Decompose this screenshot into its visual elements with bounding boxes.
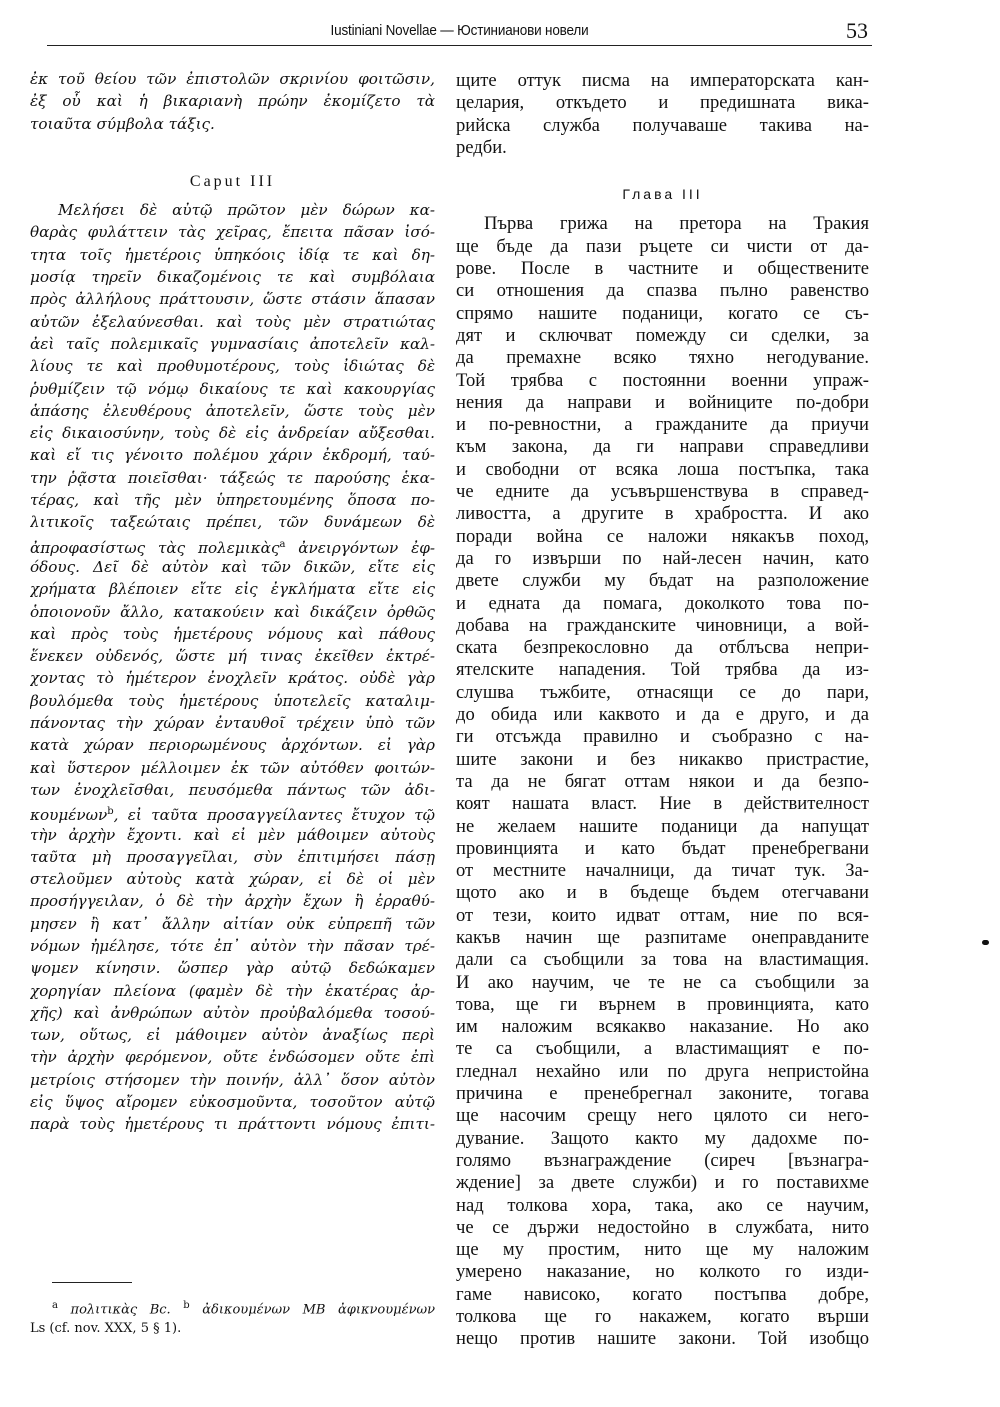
bulgarian-column	[456, 70, 869, 1351]
text-line: си отношения да спазва пълно равенство	[456, 280, 869, 302]
text-line: τὴν ἀρχὴν φερόμενον, οὔτε ἐνδώσομεν οὔτε ἐπὶ	[30, 1048, 435, 1067]
text-line: μετρίοις στήσομεν τὴν ποινήν, ἀλλ᾿ ὅσον αὐτὸν	[30, 1070, 435, 1089]
text-line: от местните началници, да тичат тук. За-	[456, 860, 869, 882]
greek-chapter-heading: Caput III	[189, 172, 276, 190]
text-line: χρήματα βλέποιεν εἴτε εἰς ἐγκλήματα εἴτε εἰς	[30, 580, 435, 599]
text-line: καὶ εἴ τις γένοιτο πολέμου χάριν ἐκδρομή, ταύ-	[30, 446, 435, 465]
text-line: и едната да помага, доколкото това по-	[456, 592, 869, 614]
text-line: νόμων ἠμέλησε, τότε ἐπ᾿ αὐτὸν τὴν πᾶσαν τρέ-	[30, 936, 435, 955]
text-line: голямо възнаграждение (сиреч [възнагра-	[456, 1149, 869, 1171]
text-line: παρὰ τοὺς ἡμετέρους τι πράττοντι νόμους ἐπιτι-	[30, 1115, 435, 1134]
text-line: над толкова хора, така, ако се научим,	[456, 1194, 869, 1216]
text-line: че едните да усъвършенствува в справед-	[456, 481, 869, 503]
footnote-reference: b	[107, 806, 114, 818]
text-line: τητα τοῖς ἡμετέροις ὑπηκόοις ἰδίᾳ τε καὶ δη-	[30, 245, 435, 264]
text-line: към закона, да ги направи справедливи	[456, 436, 869, 458]
text-line: θαρὰς φυλάττειν τὰς χεῖρας, ἔπειτα πᾶσαν ἰσό-	[30, 223, 435, 242]
text-line: τέρας, καὶ τῆς μὲν ὑπηρετουμένης ὅποσα πο-	[30, 491, 435, 510]
text-line: умерено наказание, но колкото го изди-	[456, 1261, 869, 1283]
text-line: ще му простим, нито ще му наложим	[456, 1239, 869, 1261]
text-line: че се държи недостойно в службата, нито	[456, 1216, 869, 1238]
footnote-b-text: ἀδικουμένων MB ἀφικνουμένων	[202, 1302, 435, 1318]
text-line: дувание. Защото както му дадохме по-	[456, 1127, 869, 1149]
text-line: добава на гражданските чиновници, а вой-	[456, 614, 869, 636]
text-line: καὶ πρὸς τοὺς ἡμετέρους νόμους καὶ πάθους	[30, 624, 435, 643]
text-line: целария, откъдето и предишната вика-	[456, 92, 869, 114]
text-line: ὁποιονοῦν ἄλλο, κατακούειν καὶ δικάζειν ὀρθῶς	[30, 602, 435, 621]
footnote-b-mark: b	[183, 1300, 190, 1311]
text-line: нения да направи и войниците по-добри	[456, 391, 869, 413]
text-line: причина е пренебрегнал законите, тогава	[456, 1083, 869, 1105]
text-line: Той трябва с постоянни военни упраж-	[456, 369, 869, 391]
text-line: των, οὕτως, εἰ μάθοιμεν αὐτὸν ἀναξίως περὶ	[30, 1026, 435, 1045]
text-line: слушва тъжбите, отнасящи се до пари,	[456, 681, 869, 703]
text-line: των ἐνοχλεῖσθαι, πευσόμεθα πάντως τῶν ἀδι-	[30, 780, 435, 799]
text-line: Първа грижа на претора на Тракия	[484, 213, 869, 235]
text-line: поради война се наложи някакъв поход,	[456, 525, 869, 547]
text-line: нещо против нашите закони. Той изобщо	[456, 1328, 869, 1350]
text-line: та да не бягат оттам някои и да безпо-	[456, 770, 869, 792]
text-line: ἐξ οὗ καὶ ἡ βικαριανὴ πρώην ἐκομίζετο τὰ	[30, 92, 435, 111]
text-line: им наложим всякакво наказание. Но ако	[456, 1016, 869, 1038]
text-line: τὴν ἀρχὴν ἔχοντι. καὶ εἰ μὲν μάθοιμεν αὐτοὺς	[30, 825, 435, 844]
bulgarian-intro	[456, 70, 869, 159]
text-line: щите оттук писма на императорската кан-	[456, 70, 869, 91]
footnote-rule	[52, 1282, 132, 1283]
text-line: μησεν ἢ κατ᾿ ἄλλην αἰτίαν οὐκ εὐπρεπῆ τῶν	[30, 914, 435, 933]
text-line: гаме нависоко, когато постъпва добре,	[456, 1283, 869, 1305]
footnote-a-mark: a	[52, 1300, 58, 1311]
text-line: κατὰ χώραν περιορωμένους ἀρχόντων. εἰ γὰρ	[30, 736, 435, 755]
text-line: ливостта, а другите в храбростта. И ако	[456, 503, 869, 525]
footnote-a-text: πολιτικὰς Bc.	[70, 1302, 171, 1318]
text-line: αὐτῶν ἐξελαύνεσθαι. καὶ τοὺς μὲν στρατιώτας	[30, 312, 435, 331]
greek-body	[30, 199, 435, 1135]
text-line: толкова ще го накажем, когато върши	[456, 1306, 869, 1328]
margin-mark	[982, 940, 989, 945]
text-line: да го извърши по най-лесен начин, като	[456, 547, 869, 569]
text-line: εἰς δικαιοσύνην, τοὺς δὲ εἰς ἀνδρείαν αὔξεσθαι.	[30, 424, 435, 443]
text-line: τοιαῦτα σύμβολα τάξις.	[30, 114, 215, 133]
text-line: καὶ ὕστερον μέλλοιμεν ἐκ τῶν αὐτόθεν φοιτών-	[30, 758, 435, 777]
text-line: ῥυθμίζειν τῷ νόμῳ δικαίους τε καὶ κακουργίας	[30, 379, 435, 398]
text-line: рове. После в частните и обществените	[456, 258, 869, 280]
text-line: редби.	[456, 136, 507, 158]
text-line: ἕνεκεν οὐδενός, ὥστε μή τινας ἐκεῖθεν ἐκτρέ-	[30, 647, 435, 666]
text-line: εἰς ὕψος αἴρομεν εὐκοσμοῦντα, τοσοῦτον αὐτῷ	[30, 1093, 435, 1112]
text-line: какъв начин ще разпитаме онеправданите	[456, 926, 869, 948]
text-line: ги отсъжда правилно и съобразно с на-	[456, 726, 869, 748]
text-line: κουμένων$^b$, εἰ ταῦτα προσαγγείλαντες ἔτυχον τῷ	[30, 806, 435, 824]
text-line: χοντας τὸ ἡμέτερον ἐνοχλεῖν κράτος. οὐδὲ γὰρ	[30, 669, 435, 688]
text-line: и по-ревностни, а гражданите да приучи	[456, 414, 869, 436]
footnote-line-2: Ls (cf. nov. XXX, 5 § 1).	[30, 1321, 182, 1337]
text-line: дят и сключват помежду си сделки, за	[456, 324, 869, 346]
text-line: от тези, които идват оттам, ние по вся-	[456, 904, 869, 926]
text-line: дали са съобщили за това на властимащия.	[456, 949, 869, 971]
text-line: да премахне всяко тяхно негодувание.	[456, 347, 869, 369]
text-line: ἀεὶ ταῖς πολεμικαῖς γυμνασίαις ἀποτελεῖν καλ-	[30, 334, 435, 353]
bulgarian-body	[456, 213, 869, 1350]
text-line: гледнал нехайно или по друга непристойна	[456, 1060, 869, 1082]
text-line: това, ще ги върнем в провинцията, като	[456, 993, 869, 1015]
text-line: στελοῦμεν αὐτοὺς κατὰ χώραν, εἰ δὲ οἱ μὲν	[30, 870, 435, 889]
text-line: коят нашата власт. Ние в действителност	[456, 793, 869, 815]
greek-intro	[30, 68, 435, 135]
text-line: провинцията и като бъдат пренебрегвани	[456, 837, 869, 859]
text-line: до обида или каквото и да е друго, и да	[456, 704, 869, 726]
text-line: την ῥᾷστα ποιεῖσθαι· τάξεώς τε παρούσης ἑκα-	[30, 468, 435, 487]
text-line: ще насочим срещу него цялото си него-	[456, 1105, 869, 1127]
text-line: и свободни от всяка лоша постъпка, така	[456, 458, 869, 480]
text-line: πρὸς ἀλλήλους πράττουσιν, ὥστε στάσιν ἅπασαν	[30, 290, 435, 309]
text-line: λίους τε καὶ προθυμοτέρους, τοὺς ἰδιώτας δὲ	[30, 357, 435, 376]
text-line: χορηγίαν πλείονα (φαμὲν δὲ τὴν ἑκατέρας ἀρ-	[30, 981, 435, 1000]
text-line: те са съобщили, а властимащият е по-	[456, 1038, 869, 1060]
text-line: Μελήσει δὲ αὐτῷ πρῶτον μὲν δώρων κα-	[58, 201, 435, 220]
text-line: όδους. Δεῖ δὲ αὐτὸν καὶ τῶν δικῶν, εἴτε εἰς	[30, 557, 435, 576]
text-line: И ако научим, че те не са съобщили за	[456, 971, 869, 993]
text-line: шите закони и без никакво пристрастие,	[456, 748, 869, 770]
text-line: спрямо нашите поданици, когато се съ-	[456, 302, 869, 324]
running-title: Iustiniani Novellae — Юстинианови новели	[330, 22, 589, 39]
footnote-reference: a	[279, 538, 286, 550]
page-number: 53	[846, 18, 868, 43]
header-rule	[47, 45, 872, 46]
page-header	[47, 14, 872, 44]
text-line: ще бъде да пази ръцете си чисти от да-	[456, 235, 869, 257]
bulgarian-chapter-heading: Глава III	[622, 186, 703, 203]
footnotes	[30, 1296, 435, 1338]
text-line: χῆς) καὶ ἀνθρώπων αὐτὸν προὐβαλόμεθα τοσού-	[30, 1003, 435, 1022]
text-line: ἐκ τοῦ θείου τῶν ἐπιστολῶν σκρινίου φοιτῶσιν,	[30, 70, 435, 88]
text-line: ἁπάσης ἐλευθέρους ἀποτελεῖν, ὥστε τοὺς μὲν	[30, 401, 435, 420]
text-line: πάνοντας τὴν χώραν ἐνταυθοῖ τρέχειν ὑπὸ τῶν	[30, 714, 435, 733]
text-line: щото ако и в бъдеще бъдем отегчавани	[456, 882, 869, 904]
text-line: ἀπροφασίστως τὰς πολεμικὰς$^a$ ἀνειργόντων ἐφ-	[30, 538, 435, 556]
text-line: не желаем нашите поданици да напущат	[456, 815, 869, 837]
text-line: ждение] за двете служби) и го поставихме	[456, 1172, 869, 1194]
text-line: двете служби му бъдат на разположение	[456, 570, 869, 592]
text-line: ятелските нападения. Той трябва да из-	[456, 659, 869, 681]
text-line: ψομεν κίνησιν. ὥσπερ γὰρ αὐτῷ δεδώκαμεν	[30, 959, 435, 978]
text-line: βουλόμεθα τοὺς ἡμετέρους ὑποτελεῖς καταλιμ-	[30, 691, 435, 710]
greek-column	[30, 68, 435, 1136]
text-line: ταῦτα μὴ προσαγγεῖλαι, σὺν ἐπιτιμήσει πάσῃ	[30, 847, 435, 866]
text-line: προσήγγειλαν, ὁ δὲ τὴν ἀρχὴν ἔχων ἢ ἐρραθύ-	[30, 892, 435, 911]
text-line: λιτικοῖς ταξεώταις πρέπει, τῶν δυνάμεων δὲ	[30, 513, 435, 532]
text-line: μοσίᾳ τηρεῖν δικαζομένοις τε καὶ συμβόλαια	[30, 268, 435, 287]
footnote-line-1	[30, 1296, 435, 1319]
text-line: рийска служба получаваше такива на-	[456, 114, 869, 136]
text-line: ската безпрекословно да отблъсва непри-	[456, 637, 869, 659]
